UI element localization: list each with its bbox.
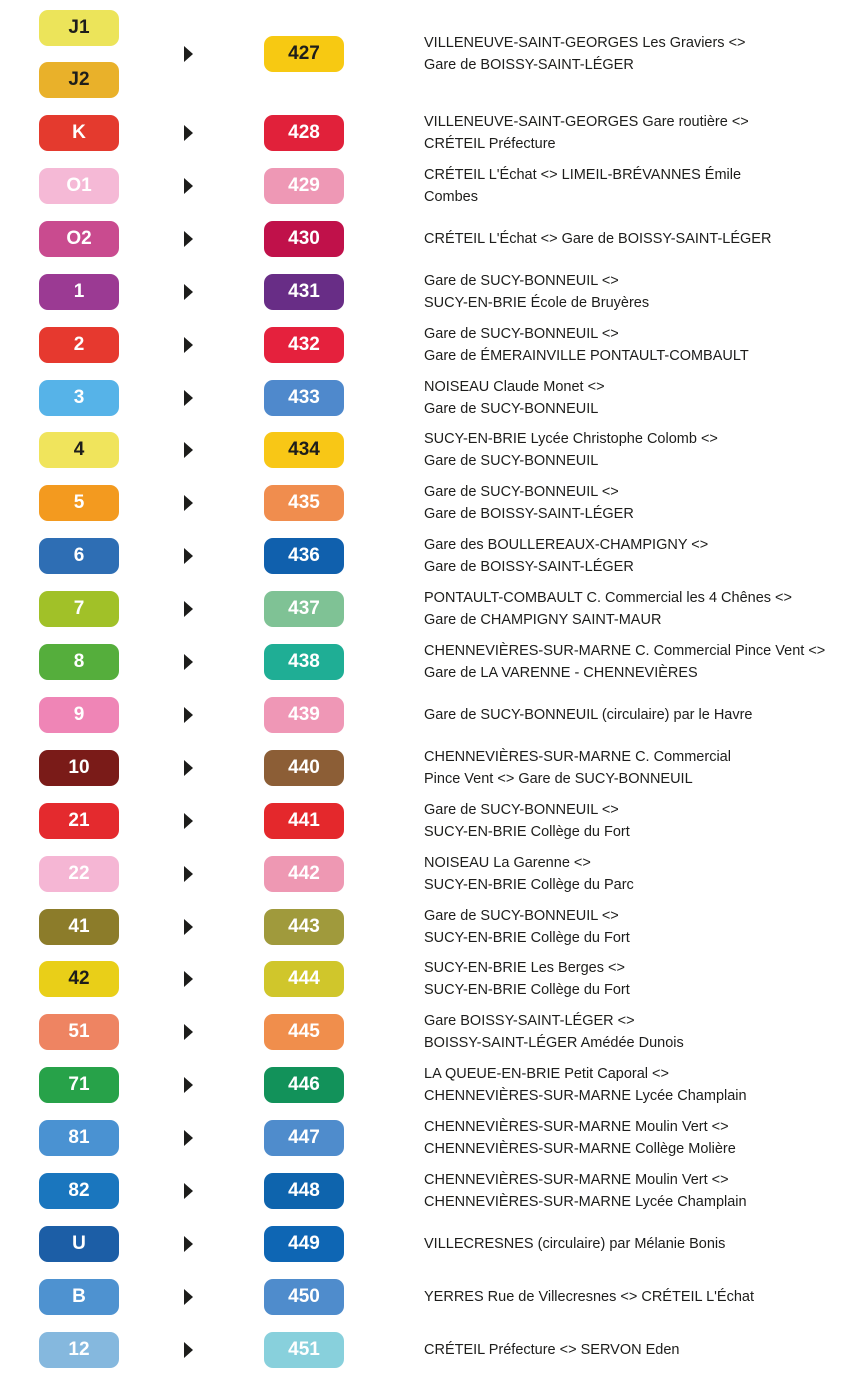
- old-line-badge: B: [39, 1279, 119, 1315]
- old-line-badge: 71: [39, 1067, 119, 1103]
- route-description: CRÉTEIL L'Échat <> Gare de BOISSY-SAINT-LÉGER: [424, 230, 772, 247]
- old-line-badge: 41: [39, 909, 119, 945]
- route-description: Gare des BOULLEREAUX-CHAMPIGNY <> Gare de BOISSY-SAINT-LÉGER: [424, 537, 709, 576]
- arrow-right-icon: [184, 971, 193, 987]
- old-line-badge: 4: [39, 432, 119, 468]
- arrow-right-icon: [184, 919, 193, 935]
- new-line-badge: 440: [264, 750, 344, 786]
- old-line-badge: 10: [39, 750, 119, 786]
- new-line-badge: 430: [264, 221, 344, 257]
- arrow-right-icon: [184, 866, 193, 882]
- new-line-badge: 444: [264, 961, 344, 997]
- arrow-right-icon: [184, 1024, 193, 1040]
- route-description: Gare de SUCY-BONNEUIL <> SUCY-EN-BRIE École de Bruyères: [424, 272, 650, 311]
- new-line-badge: 439: [264, 697, 344, 733]
- new-line-badge: 447: [264, 1120, 344, 1156]
- new-line-badge: 443: [264, 909, 344, 945]
- new-line-badge: 435: [264, 485, 344, 521]
- route-description: Gare de SUCY-BONNEUIL <> SUCY-EN-BRIE Collège du Fort: [424, 907, 630, 946]
- route-description: VILLECRESNES (circulaire) par Mélanie Bonis: [424, 1235, 726, 1252]
- old-line-badge: 6: [39, 538, 119, 574]
- old-line-badge: J1: [39, 10, 119, 46]
- old-line-badge: 21: [39, 803, 119, 839]
- route-description: Gare de SUCY-BONNEUIL (circulaire) par le Havre: [424, 706, 753, 723]
- new-line-badge: 432: [264, 327, 344, 363]
- route-description: Gare de SUCY-BONNEUIL <> SUCY-EN-BRIE Collège du Fort: [424, 801, 630, 840]
- arrow-right-icon: [184, 1342, 193, 1358]
- arrow-right-icon: [184, 1183, 193, 1199]
- arrow-right-icon: [184, 548, 193, 564]
- route-description: Gare de SUCY-BONNEUIL <> Gare de BOISSY-SAINT-LÉGER: [424, 484, 634, 523]
- route-description: NOISEAU La Garenne <> SUCY-EN-BRIE Collège du Parc: [424, 854, 634, 893]
- old-line-badge: 42: [39, 961, 119, 997]
- arrow-right-icon: [184, 1077, 193, 1093]
- arrow-right-icon: [184, 1236, 193, 1252]
- old-line-badge: 7: [39, 591, 119, 627]
- arrow-right-icon: [184, 284, 193, 300]
- old-line-badge: 51: [39, 1014, 119, 1050]
- arrow-right-icon: [184, 1130, 193, 1146]
- new-line-badge: 445: [264, 1014, 344, 1050]
- arrow-right-icon: [184, 654, 193, 670]
- route-description: Gare de SUCY-BONNEUIL <> Gare de ÉMERAINVILLE PONTAULT-COMBAULT: [424, 325, 749, 364]
- route-description: CHENNEVIÈRES-SUR-MARNE Moulin Vert <> CHENNEVIÈRES-SUR-MARNE Collège Molière: [424, 1119, 736, 1158]
- old-line-badge: 9: [39, 697, 119, 733]
- new-line-badge: 437: [264, 591, 344, 627]
- old-line-badge: 1: [39, 274, 119, 310]
- route-description: VILLENEUVE-SAINT-GEORGES Les Graviers <> Gare de BOISSY-SAINT-LÉGER: [424, 35, 746, 73]
- arrow-right-icon: [184, 495, 193, 511]
- arrow-right-icon: [184, 442, 193, 458]
- arrow-right-icon: [184, 178, 193, 194]
- new-line-badge: 442: [264, 856, 344, 892]
- route-description: CRÉTEIL L'Échat <> LIMEIL-BRÉVANNES Émile Combes: [424, 166, 742, 205]
- route-description: NOISEAU Claude Monet <> Gare de SUCY-BONNEUIL: [424, 378, 605, 417]
- arrow-right-icon: [184, 707, 193, 723]
- new-line-badge: 449: [264, 1226, 344, 1262]
- new-line-badge: 446: [264, 1067, 344, 1103]
- old-line-badge: 2: [39, 327, 119, 363]
- new-line-badge: 434: [264, 432, 344, 468]
- new-line-badge: 450: [264, 1279, 344, 1315]
- arrow-right-icon: [184, 390, 193, 406]
- arrow-right-icon: [184, 760, 193, 776]
- new-line-badge: 433: [264, 380, 344, 416]
- route-description: CHENNEVIÈRES-SUR-MARNE C. Commercial Pince Vent <> Gare de SUCY-BONNEUIL: [424, 748, 731, 787]
- route-description: CRÉTEIL Préfecture <> SERVON Eden: [424, 1341, 680, 1358]
- route-description: Gare BOISSY-SAINT-LÉGER <> BOISSY-SAINT-LÉGER Amédée Dunois: [424, 1013, 684, 1052]
- new-line-badge: 448: [264, 1173, 344, 1209]
- arrow-right-icon: [184, 601, 193, 617]
- old-line-badge: 8: [39, 644, 119, 680]
- route-description: CHENNEVIÈRES-SUR-MARNE C. Commercial Pince Vent <> Gare de LA VARENNE - CHENNEVIÈRES: [424, 643, 826, 681]
- arrow-right-icon: [184, 1289, 193, 1305]
- new-line-badge: 429: [264, 168, 344, 204]
- arrow-right-icon: [184, 125, 193, 141]
- new-line-badge: 441: [264, 803, 344, 839]
- new-line-badge: 438: [264, 644, 344, 680]
- old-line-badge: O1: [39, 168, 119, 204]
- route-description: CHENNEVIÈRES-SUR-MARNE Moulin Vert <> CHENNEVIÈRES-SUR-MARNE Lycée Champlain: [424, 1172, 747, 1210]
- arrow-right-icon: [184, 46, 193, 62]
- route-description: LA QUEUE-EN-BRIE Petit Caporal <> CHENNEVIÈRES-SUR-MARNE Lycée Champlain: [424, 1066, 747, 1105]
- new-line-badge: 431: [264, 274, 344, 310]
- new-line-badge: 436: [264, 538, 344, 574]
- route-description: YERRES Rue de Villecresnes <> CRÉTEIL L'Échat: [424, 1288, 754, 1305]
- route-description: VILLENEUVE-SAINT-GEORGES Gare routière <> CRÉTEIL Préfecture: [424, 114, 749, 152]
- arrow-right-icon: [184, 813, 193, 829]
- arrow-right-icon: [184, 231, 193, 247]
- new-line-badge: 427: [264, 36, 344, 72]
- old-line-badge: 5: [39, 485, 119, 521]
- old-line-badge: 82: [39, 1173, 119, 1209]
- arrow-right-icon: [184, 337, 193, 353]
- old-line-badge: J2: [39, 62, 119, 98]
- old-line-badge: U: [39, 1226, 119, 1262]
- route-description: PONTAULT-COMBAULT C. Commercial les 4 Chênes <> Gare de CHAMPIGNY SAINT-MAUR: [424, 590, 792, 629]
- old-line-badge: 22: [39, 856, 119, 892]
- route-description: SUCY-EN-BRIE Lycée Christophe Colomb <> Gare de SUCY-BONNEUIL: [424, 431, 718, 470]
- route-description: SUCY-EN-BRIE Les Berges <> SUCY-EN-BRIE Collège du Fort: [424, 960, 630, 999]
- old-line-badge: 81: [39, 1120, 119, 1156]
- new-line-badge: 451: [264, 1332, 344, 1368]
- old-line-badge: 12: [39, 1332, 119, 1368]
- new-line-badge: 428: [264, 115, 344, 151]
- old-line-badge: K: [39, 115, 119, 151]
- old-line-badge: 3: [39, 380, 119, 416]
- old-line-badge: O2: [39, 221, 119, 257]
